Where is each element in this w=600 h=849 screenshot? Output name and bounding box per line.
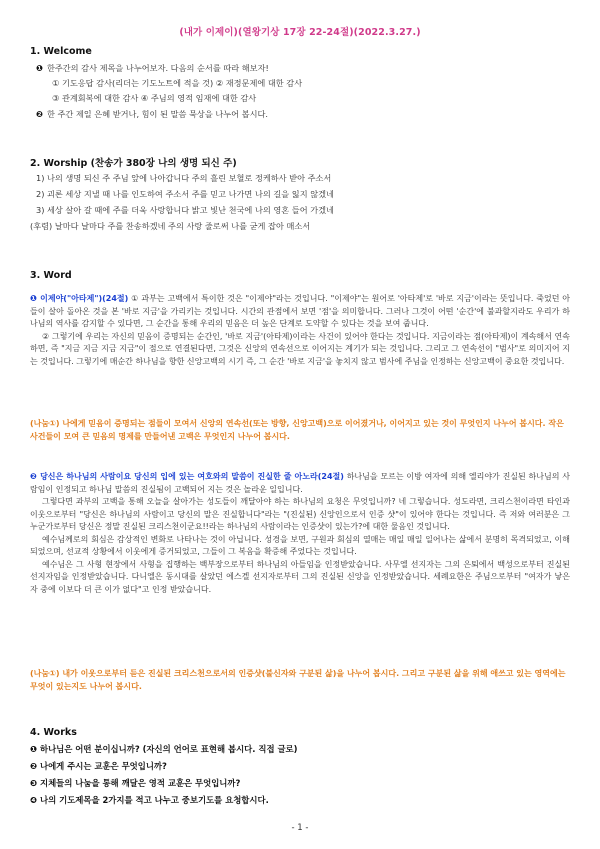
word-point-2-heading: ❷ 당신은 하나님의 사람이요 당신의 입에 있는 여호와의 말씀이 진실한 줄 아노라(24절) (30, 472, 344, 481)
word-paragraph-2 (30, 471, 570, 596)
works-heading: 4. Works (30, 727, 77, 738)
welcome-sub-1: ① 기도응답 감사(리더는 기도노트에 적을 것) ② 재정문제에 대한 감사 (52, 78, 303, 88)
word-point-1-text-2: ② 그렇기에 우리는 자신의 믿음이 증명되는 순간인, '바로 지금'(아타제)이라는 사건이 있어야 한다는 것입니다. 지금이라는 점(아타제)이 계속해서 연속하면, 즉 "지금 지금 지금 지금"이 점으로 연결된다면, 그것은 신앙의 연속선으로 이어지는 계기가 되는 것입니다. 그리고 그 연속선이 "범사"로 의미지어 지는 것입니다. 그렇기에 매순간 하나님을 향한 신앙고백의 시기 즉, 그 순간 '바로 지금'을 놓치지 않고 범사에 주님을 인정하는 신앙고백이 중요한 것입니다. (30, 331, 570, 366)
worship-line-1: 1) 나의 생명 되신 주 주님 앞에 나아갑니다 주의 흘린 보혈로 정케하사 받아 주소서 (36, 173, 332, 183)
welcome-item-1: ❶ 한주간의 감사 제목을 나누어보자. 다음의 순서를 따라 해보자! (36, 63, 269, 73)
word-point-1-heading: ❶ 이제야("아타제")(24절) (30, 294, 129, 303)
discussion-question-2: (나눔①) 내가 이웃으로부터 듣은 진실된 크리스천으로서의 인증샷(불신자와 구분된 삶)을 나누어 봅시다. 그리고 구분된 삶을 위해 애쓰고 있는 영역에는 무엇이 있는지도 나누어 봅시다. (30, 669, 566, 691)
word-paragraph-1 (30, 293, 570, 368)
works-item-1: ❶ 하나님은 어떤 분이십니까? (자신의 언어로 표현해 봅시다. 직접 글로) (30, 744, 298, 754)
page-number: - 1 - (291, 823, 309, 833)
word-heading: 3. Word (30, 270, 72, 281)
welcome-heading: 1. Welcome (30, 46, 92, 57)
works-item-4: ❹ 나의 기도제목을 2가지를 적고 나누고 중보기도를 요청합시다. (30, 795, 269, 805)
worship-line-3: 3) 세상 살아 갈 때에 주를 더욱 사랑합니다 밝고 빛난 천국에 나의 영혼 들어 가겠네 (36, 205, 334, 215)
document-title: (내가 이제이)(열왕기상 17장 22-24절)(2022.3.27.) (179, 27, 421, 38)
word-point-2-text: 하나님을 모르는 이방 여자에 의해 엘리야가 진실된 하나님의 사람임이 인정되고 하나님 말씀의 진실됨이 고백되어 지는 것은 놀라운 일입니다. (30, 472, 570, 494)
welcome-sub-2: ③ 관계회복에 대한 감사 ④ 주님의 영적 임재에 대한 감사 (52, 93, 257, 103)
word-point-2-text-4: 예수님은 그 사형 현장에서 사형을 집행하는 백부장으로부터 하나님의 아들임을 인정받았습니다. 사무엘 선지자는 그의 은퇴에서 백성으로부터 진실된 선지자임을 인정받았습니다. 다니엘은 동시대를 살았던 에스겔 선지자로부터 그의 진실된 신앙을 인정받았습니다. 세례요한은 주님으로부터 "여자가 낳은 자 중에 이보다 더 큰 이가 없다"고 인정 받았습니다. (30, 559, 570, 594)
worship-line-2: 2) 괴론 세상 지낼 때 나를 인도하여 주소서 주를 믿고 나가면 나의 길을 잃지 않겠네 (36, 189, 334, 199)
word-point-1-text: ① 과부는 고백에서 특이한 것은 "이제야"라는 것입니다. "이제야"는 원어로 '아타제'로 '바로 지금'이라는 뜻입니다. 죽었던 아들이 살아 돌아온 것을 본 '바로 지금'을 가리키는 것입니다. 시간의 관점에서 보면 '점'을 의미합니다. 그러나 그것이 어떤 '순간'에 불과할지라도 우리가 하나님의 역사를 감지할 수 있다면, 그 순간을 통해 우리의 믿음은 더 높은 단계로 도약할 수 있다는 것을 보여 줍니다. (30, 294, 570, 328)
worship-refrain: (후렴) 날마다 날마다 주를 찬송하겠네 주의 사랑 줄로써 나를 굳게 잡아 매소서 (30, 221, 311, 231)
word-point-2-text-2: 그렇다면 과부의 고백을 통해 오늘을 살아가는 성도들이 깨달아야 하는 하나님의 요청은 무엇입니까? 네 그렇습니다. 성도라면, 크리스천이라면 타인과 이웃으로부터 "당신은 하나님의 사람이고 당신의 말은 진실합니다"라는 "(진실된) 신앙인으로서 인증 샷"이 있어야 한다는 것입니다. 즉 저와 여러분은 그 누군가로부터 당신은 정말 진실된 크리스천이군요!!라는 하나님의 사람이라는 인증샷이 있는가?에 대한 물음인 것입니다. (30, 497, 570, 531)
works-item-3: ❸ 지체들의 나눔을 통해 깨달은 영적 교훈은 무엇입니까? (30, 778, 241, 788)
word-point-2-text-3: 예수님께로의 회심은 감상적인 변화로 나타나는 것이 아닙니다. 성경을 보면, 구원과 회심의 열매는 매일 매일 일어나는 삶에서 분명히 목격되었고, 이해되었으며, 선교적 상황에서 이웃에게 증거되었고, 그들이 그 복음을 확증해 주었다는 것입니다. (30, 534, 570, 556)
welcome-item-2: ❷ 한 주간 제일 은혜 받거나, 힘이 된 말씀 묵상을 나누어 봅시다. (36, 109, 268, 119)
discussion-question-1: (나눔①) 나에게 믿음이 증명되는 점들이 모여서 신앙의 연속선(또는 방향, 신앙고백)으로 이어졌거나, 이어지고 있는 것이 무엇인지 나누어 봅시다. 작은 사건들이 모여 큰 믿음의 명제를 만들어낸 고백은 무엇인지 나누어 봅시다. (30, 419, 564, 441)
worship-heading: 2. Worship (찬송가 380장 나의 생명 되신 주) (30, 158, 237, 169)
works-item-2: ❷ 나에게 주시는 교훈은 무엇입니까? (30, 761, 167, 771)
